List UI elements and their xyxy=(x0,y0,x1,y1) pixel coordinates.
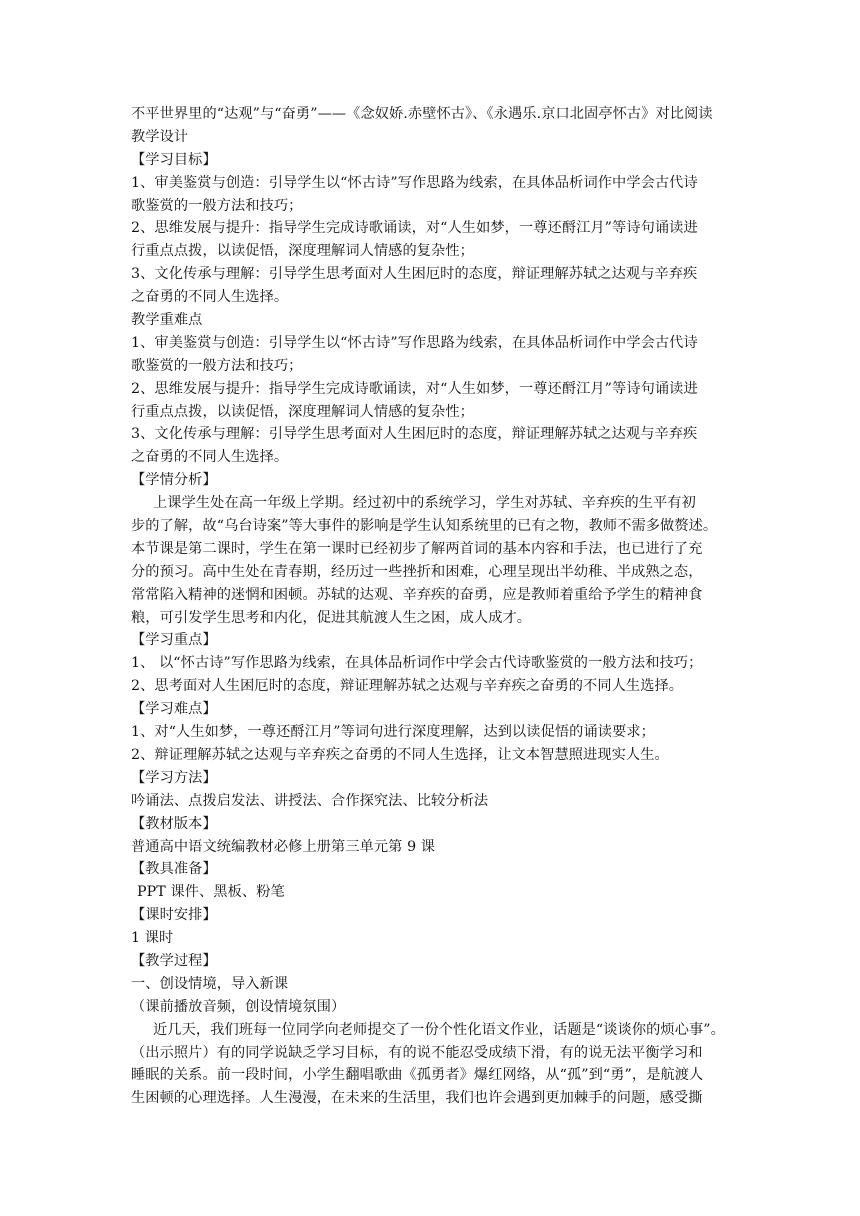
paragraph-line: 歌鉴赏的一般方法和技巧； xyxy=(131,197,303,214)
paragraph-line: （出示照片）有的同学说缺乏学习目标，有的说不能忍受成绩下滑，有的说无法平衡学习和 xyxy=(131,1044,703,1061)
paragraph-line: 粮，可引发学生思考和内化，促进其航渡人生之困，成人成才。 xyxy=(131,609,532,626)
paragraph-line: 之奋勇的不同人生选择。 xyxy=(131,449,289,466)
paragraph-line: 2、思考面对人生困厄时的态度，辩证理解苏轼之达观与辛弃疾之奋勇的不同人生选择。 xyxy=(131,678,684,695)
paragraph-line: 之奋勇的不同人生选择。 xyxy=(131,289,289,306)
section-heading: 教学重难点 xyxy=(131,312,203,329)
paragraph-line: 1、审美鉴赏与创造：引导学生以“怀古诗”写作思路为线索，在具体品析词作中学会古代诗 xyxy=(131,174,698,191)
section-heading: 【学习方法】 xyxy=(131,769,217,786)
section-heading: 【学习难点】 xyxy=(131,701,217,718)
document-page xyxy=(131,103,741,1110)
paragraph-line: 3、文化传承与理解：引导学生思考面对人生困厄时的态度，辩证理解苏轼之达观与辛弃疾 xyxy=(131,266,698,283)
paragraph-line: 行重点点拨，以读促悟，深度理解词人情感的复杂性； xyxy=(131,243,474,260)
paragraph-line: 睡眠的关系。前一段时间，小学生翻唱歌曲《孤勇者》爆红网络，从“孤”到“勇”，是航渡人 xyxy=(131,1067,704,1084)
paragraph-line: 吟诵法、点拨启发法、讲授法、合作探究法、比较分析法 xyxy=(131,792,489,809)
paragraph-line: 近几天，我们班每一位同学向老师提交了一份个性化语文作业，话题是“谈谈你的烦心事”。 xyxy=(153,1021,725,1038)
paragraph-line: 步的了解，故“乌台诗案”等大事件的影响是学生认知系统里的已有之物，教师不需多做赘述。 xyxy=(131,518,718,535)
paragraph-line: 2、思维发展与提升：指导学生完成诗歌诵读，对“人生如梦，一尊还酹江月”等诗句诵读进 xyxy=(131,220,698,237)
paragraph-line: 3、文化传承与理解：引导学生思考面对人生困厄时的态度，辩证理解苏轼之达观与辛弃疾 xyxy=(131,426,698,443)
paragraph-line: 1 课时 xyxy=(131,930,174,947)
paragraph-line: 1、对“人生如梦，一尊还酹江月”等词句进行深度理解，达到以读促悟的诵读要求； xyxy=(131,724,655,741)
section-heading: 【学习目标】 xyxy=(131,151,217,168)
section-heading: 【教具准备】 xyxy=(131,861,217,878)
section-heading: 【学习重点】 xyxy=(131,632,217,649)
paragraph-line: 1、 以“怀古诗”写作思路为线索，在具体品析词作中学会古代诗歌鉴赏的一般方法和技巧； xyxy=(131,655,703,672)
paragraph-line: （课前播放音频，创设情境氛围） xyxy=(131,998,346,1015)
paragraph-line: 2、辩证理解苏轼之达观与辛弃疾之奋勇的不同人生选择，让文本智慧照进现实人生。 xyxy=(131,746,669,763)
section-heading: 【教学过程】 xyxy=(131,952,217,969)
paragraph-line: 1、审美鉴赏与创造：引导学生以“怀古诗”写作思路为线索，在具体品析词作中学会古代诗 xyxy=(131,334,698,351)
section-heading: 【课时安排】 xyxy=(131,907,217,924)
paragraph-line: 分的预习。高中生处在青春期，经历过一些挫折和困难，心理呈现出半幼稚、半成熟之态， xyxy=(131,563,703,580)
paragraph-line: 上课学生处在高一年级上学期。经过初中的系统学习，学生对苏轼、辛弃疾的生平有初 xyxy=(153,495,696,512)
section-heading: 【学情分析】 xyxy=(131,472,217,489)
paragraph-line: 行重点点拨，以读促悟，深度理解词人情感的复杂性； xyxy=(131,403,474,420)
section-heading: 【教材版本】 xyxy=(131,815,217,832)
subsection-heading: 一、创设情境，导入新课 xyxy=(131,975,289,992)
doc-title-line-2: 教学设计 xyxy=(131,128,189,145)
paragraph-line: 2、思维发展与提升：指导学生完成诗歌诵读，对“人生如梦，一尊还酹江月”等诗句诵读进 xyxy=(131,380,698,397)
paragraph-line: 普通高中语文统编教材必修上册第三单元第 9 课 xyxy=(131,838,436,855)
paragraph-line: PPT 课件、黑板、粉笔 xyxy=(137,884,285,901)
paragraph-line: 本节课是第二课时，学生在第一课时已经初步了解两首词的基本内容和手法，也已进行了充 xyxy=(131,540,703,557)
paragraph-line: 生困顿的心理选择。人生漫漫，在未来的生活里，我们也许会遇到更加棘手的问题，感受撕 xyxy=(131,1090,703,1107)
doc-title-line-1: 不平世界里的“达观”与“奋勇”——《念奴娇.赤壁怀古》、《永遇乐.京口北固亭怀古》对比阅读 xyxy=(131,106,713,122)
paragraph-line: 歌鉴赏的一般方法和技巧； xyxy=(131,357,303,374)
paragraph-line: 常常陷入精神的迷惘和困顿。苏轼的达观、辛弃疾的奋勇，应是教师着重给予学生的精神食 xyxy=(131,586,703,603)
